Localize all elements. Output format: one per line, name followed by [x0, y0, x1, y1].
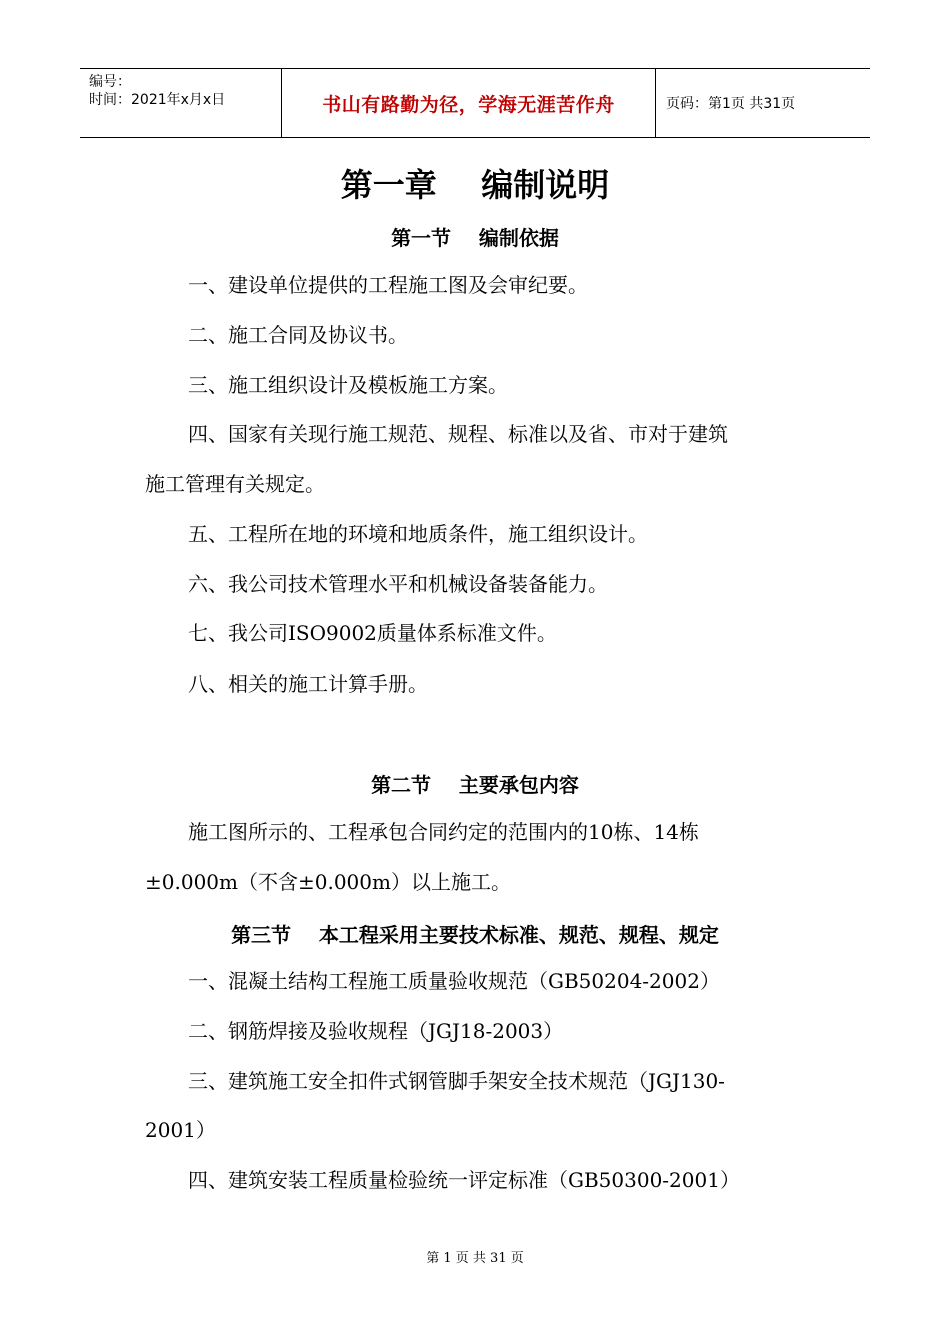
section-1-item-6: 六、我公司技术管理水平和机械设备装备能力。	[188, 572, 608, 596]
header-motto: 书山有路勤为径，学海无涯苦作舟	[281, 69, 656, 137]
section-1-item-4: 四、国家有关现行施工规范、规程、标准以及省、市对于建筑	[188, 422, 728, 446]
document-time-label: 时间：2021年x月x日	[89, 92, 226, 108]
section-1-item-8: 八、相关的施工计算手册。	[188, 672, 428, 696]
section-1-item-7: 七、我公司ISO9002质量体系标准文件。	[188, 621, 557, 645]
section-2-title: 第二节 主要承包内容	[371, 773, 579, 797]
section-3-item-1: 一、混凝土结构工程施工质量验收规范（GB50204-2002）	[188, 969, 720, 993]
section-3-title: 第三节 本工程采用主要技术标准、规范、规程、规定	[231, 923, 719, 947]
section-3-item-2: 二、钢筋焊接及验收规程（JGJ18-2003）	[188, 1019, 564, 1043]
document-number-label: 编号：	[89, 74, 131, 90]
chapter-title: 第一章 编制说明	[340, 166, 610, 204]
section-2-paragraph-line-2: ±0.000m（不含±0.000m）以上施工。	[145, 870, 511, 894]
section-3-item-4: 四、建筑安装工程质量检验统一评定标准（GB50300-2001）	[188, 1168, 740, 1192]
section-1-item-2: 二、施工合同及协议书。	[188, 323, 408, 347]
section-1-item-5: 五、工程所在地的环境和地质条件，施工组织设计。	[188, 522, 648, 546]
page-footer: 第 1 页 共 31 页	[426, 1251, 524, 1266]
section-1-item-4-continued: 施工管理有关规定。	[145, 472, 325, 496]
section-2-paragraph-line-1: 施工图所示的、工程承包合同约定的范围内的10栋、14栋	[188, 820, 699, 844]
section-1-title: 第一节 编制依据	[391, 226, 559, 250]
section-1-item-1: 一、建设单位提供的工程施工图及会审纪要。	[188, 273, 588, 297]
section-1-item-3: 三、施工组织设计及模板施工方案。	[188, 373, 508, 397]
header-left-cell	[80, 69, 281, 137]
header-page-info: 页码：第1页 共31页	[666, 96, 796, 112]
section-3-item-3: 三、建筑施工安全扣件式钢管脚手架安全技术规范（JGJ130-	[188, 1069, 725, 1093]
header-table	[80, 68, 870, 138]
section-3-item-3-continued: 2001）	[145, 1118, 216, 1142]
